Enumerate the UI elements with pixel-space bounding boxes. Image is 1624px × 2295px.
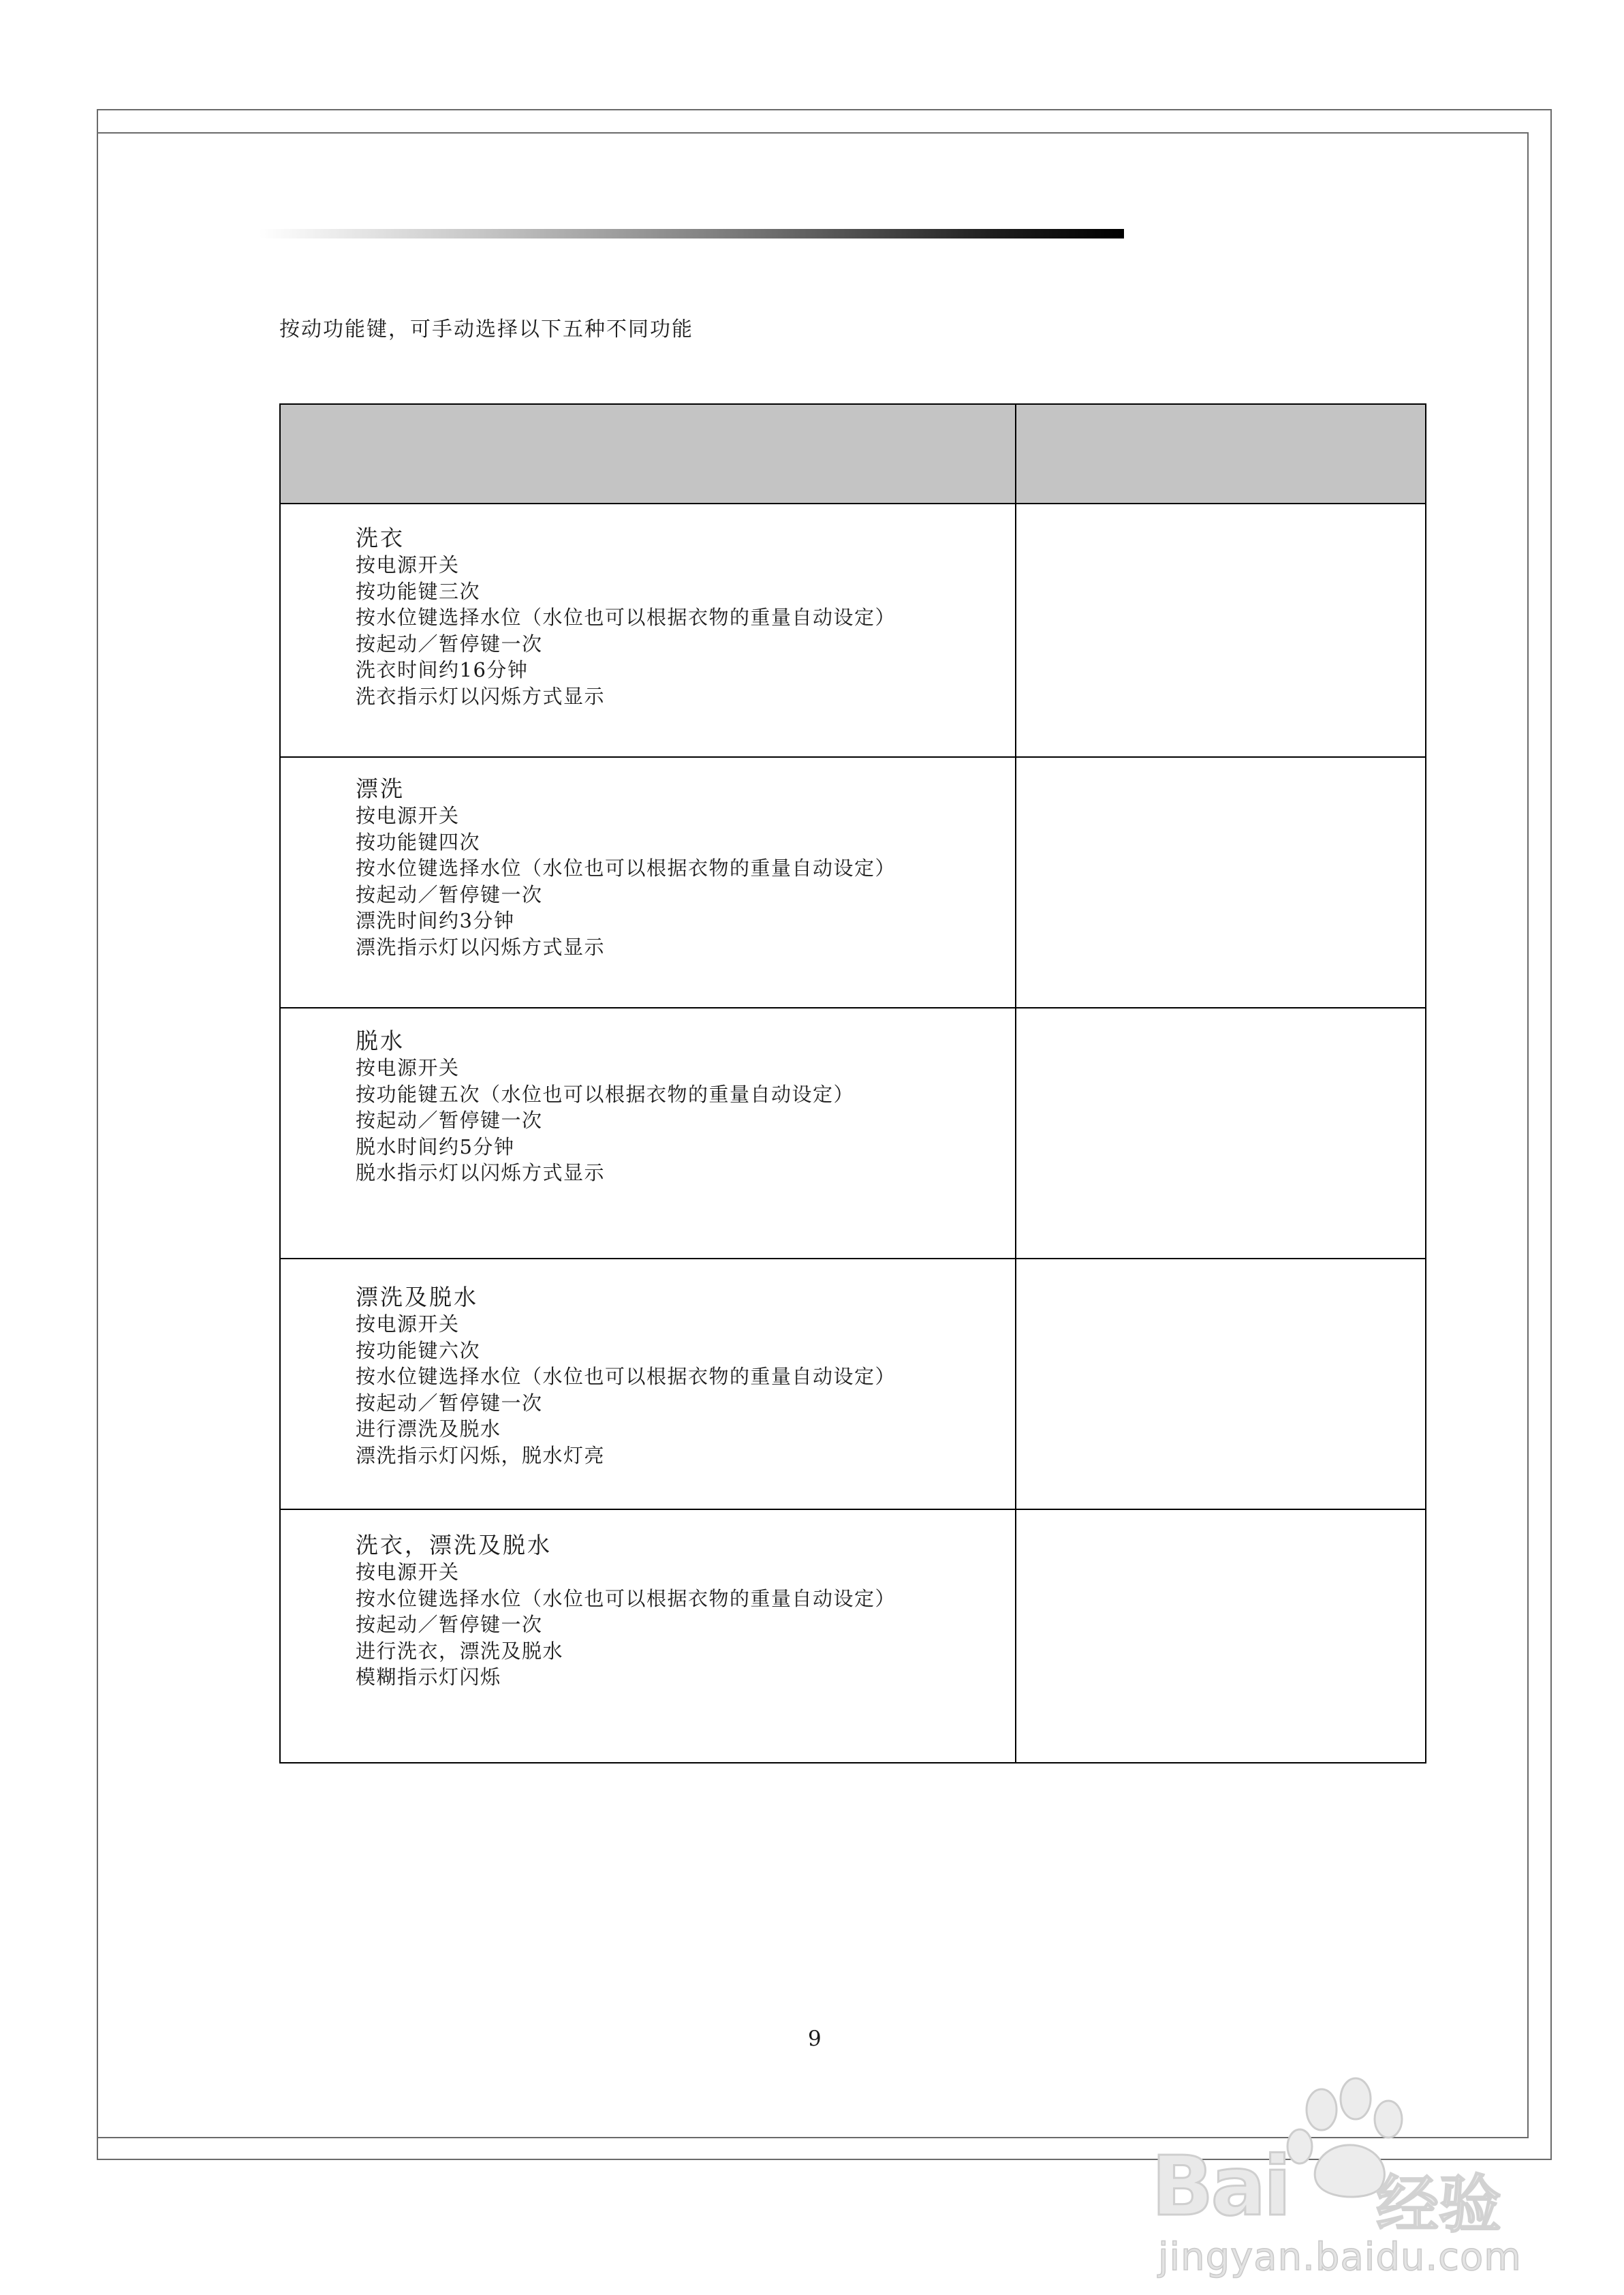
step-text: 按功能键五次（水位也可以根据衣物的重量自动设定）: [356, 1082, 855, 1106]
step-text: 按水位键选择水位（水位也可以根据衣物的重量自动设定）: [356, 606, 896, 629]
step-text: 洗衣时间约16分钟: [356, 658, 529, 681]
step-text: 进行洗衣，漂洗及脱水: [356, 1639, 564, 1663]
step-text: 按电源开关: [356, 1312, 460, 1336]
watermark-brand: Bai: [1151, 2140, 1289, 2234]
step-text: 按水位键选择水位（水位也可以根据衣物的重量自动设定）: [356, 857, 896, 880]
header-gradient-bar: [259, 229, 1124, 238]
step-text: 按起动／暂停键一次: [356, 882, 543, 906]
row-steps: [356, 1311, 896, 1468]
step-text: 漂洗指示灯闪烁，脱水灯亮: [356, 1443, 606, 1467]
step-text: 脱水时间约5分钟: [356, 1135, 515, 1158]
step-text: 按电源开关: [356, 804, 460, 827]
step-text: 按电源开关: [356, 1560, 460, 1584]
step-text: 按电源开关: [356, 1056, 460, 1079]
table-header: [281, 405, 1425, 504]
step-text: 按起动／暂停键一次: [356, 1109, 543, 1132]
step-text: 洗衣指示灯以闪烁方式显示: [356, 684, 606, 708]
step-text: 按起动／暂停键一次: [356, 1613, 543, 1636]
row-divider: [281, 1258, 1425, 1259]
step-text: 按功能键四次: [356, 830, 481, 854]
column-divider: [1015, 405, 1016, 1762]
watermark-url: jingyan.baidu.com: [1158, 2235, 1522, 2279]
function-table: [279, 403, 1426, 1763]
table-row-rinse: [356, 775, 896, 960]
table-row-rinse-spin: [356, 1284, 896, 1468]
row-steps: [356, 1055, 854, 1186]
step-text: 按水位键选择水位（水位也可以根据衣物的重量自动设定）: [356, 1365, 896, 1388]
step-text: 按起动／暂停键一次: [356, 632, 543, 656]
row-steps: [356, 552, 896, 709]
row-steps: [356, 1559, 896, 1691]
baidu-jingyan-watermark: [1151, 2071, 1533, 2279]
step-text: 进行漂洗及脱水: [356, 1417, 501, 1441]
row-steps: [356, 803, 896, 960]
intro-text: 按动功能键，可手动选择以下五种不同功能: [279, 318, 693, 341]
step-text: 按起动／暂停键一次: [356, 1391, 543, 1415]
row-title: 洗衣，漂洗及脱水: [356, 1532, 552, 1558]
row-title: 脱水: [356, 1028, 405, 1054]
step-text: 按功能键三次: [356, 579, 481, 603]
row-divider: [281, 1509, 1425, 1510]
step-text: 漂洗指示灯以闪烁方式显示: [356, 935, 606, 959]
row-title: 洗衣: [356, 525, 405, 551]
watermark-brand-cn: 经验: [1376, 2168, 1502, 2241]
step-text: 脱水指示灯以闪烁方式显示: [356, 1161, 606, 1184]
page-number: 9: [808, 2027, 822, 2051]
row-title: 漂洗及脱水: [356, 1284, 478, 1310]
row-divider: [281, 1007, 1425, 1008]
table-row-spin: [356, 1028, 854, 1186]
step-text: 模糊指示灯闪烁: [356, 1665, 501, 1689]
step-text: 漂洗时间约3分钟: [356, 909, 515, 932]
row-divider: [281, 756, 1425, 758]
table-row-wash: [356, 525, 896, 709]
row-title: 漂洗: [356, 775, 405, 802]
step-text: 按电源开关: [356, 553, 460, 576]
step-text: 按水位键选择水位（水位也可以根据衣物的重量自动设定）: [356, 1586, 896, 1610]
step-text: 按功能键六次: [356, 1338, 481, 1362]
table-row-full-cycle: [356, 1532, 896, 1691]
